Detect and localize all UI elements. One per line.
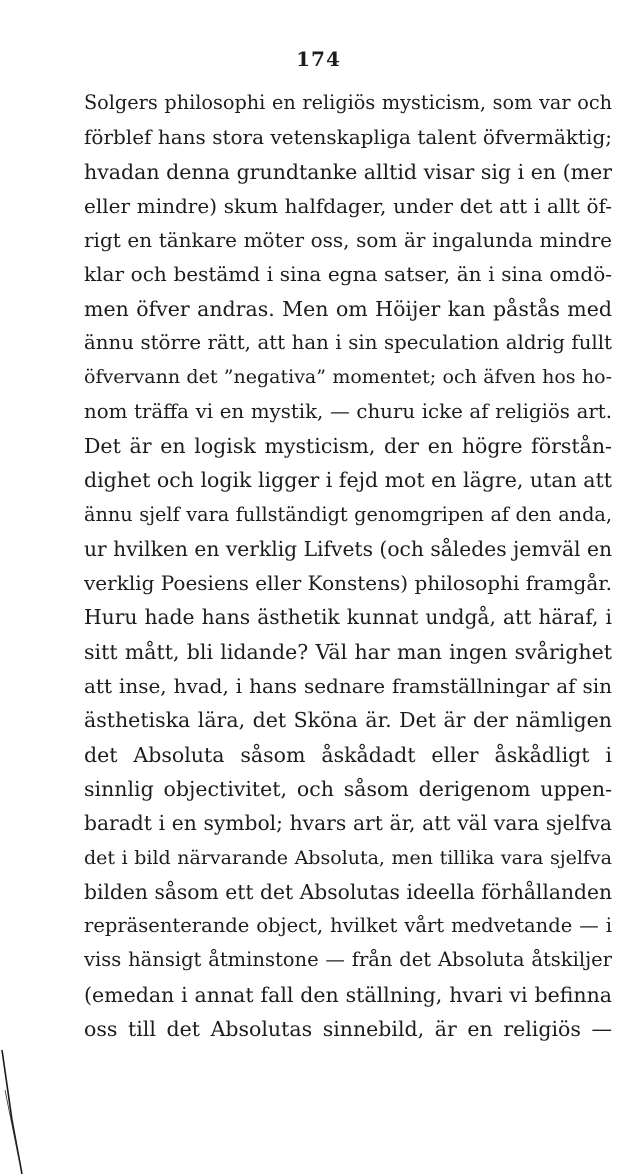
text-line: nom träffa vi en mystik, — churu icke af religiös art. xyxy=(84,399,612,423)
text-line: öfvervann det ”negativa” momentet; och äfven hos ho- xyxy=(84,366,612,389)
text-line: eller mindre) skum halfdager, under det att i allt öf- xyxy=(84,193,612,218)
page-number: 174 xyxy=(296,47,341,71)
text-line: sinnlig objectivitet, och såsom derigenom uppen- xyxy=(84,776,612,801)
margin-stroke-mark xyxy=(0,1050,40,1174)
text-line: dighet och logik ligger i fejd mot en lägre, utan att xyxy=(84,468,612,493)
text-line: baradt i en symbol; hvars art är, att väl vara sjelfva xyxy=(84,811,612,836)
text-line: (emedan i annat fall den ställning, hvari vi befinna xyxy=(84,982,612,1007)
text-line: ännu sjelf vara fullständigt genomgripen af den anda, xyxy=(84,502,612,526)
text-line: Huru hade hans ästhetik kunnat undgå, att häraf, i xyxy=(84,605,612,630)
text-line: verklig Poesiens eller Konstens) philosophi framgår. xyxy=(84,571,612,596)
text-line: ästhetiska lära, det Sköna är. Det är der nämligen xyxy=(84,708,612,733)
text-line: bilden såsom ett det Absolutas ideella förhållanden xyxy=(84,879,612,904)
text-line: att inse, hvad, i hans sednare framställningar af sin xyxy=(84,674,612,699)
text-line: det Absoluta såsom åskådadt eller åskådligt i xyxy=(84,742,612,767)
text-line: sitt mått, bli lidande? Väl har man ingen svårighet xyxy=(84,639,612,664)
text-line: men öfver andras. Men om Höijer kan påstås med xyxy=(84,296,612,321)
text-line: ännu större rätt, att han i sin speculation aldrig fullt xyxy=(84,331,612,355)
text-line: hvadan denna grundtanke alltid visar sig i en (mer xyxy=(84,159,612,184)
text-line: rigt en tänkare möter oss, som är ingalunda mindre xyxy=(84,228,612,253)
text-line: oss till det Absolutas sinnebild, är en religiös — xyxy=(84,1017,612,1042)
text-line: klar och bestämd i sina egna satser, än i sina omdö- xyxy=(84,262,612,287)
text-line: Solgers philosophi en religiös mysticism, som var och xyxy=(84,91,612,114)
text-line: det i bild närvarande Absoluta, men tillika vara sjelfva xyxy=(84,846,612,869)
text-line: ur hvilken en verklig Lifvets (och således jemväl en xyxy=(84,536,612,561)
body-text xyxy=(84,86,612,1046)
text-line: repräsenterande object, hvilket vårt medvetande — i xyxy=(84,914,612,938)
text-line: förblef hans stora vetenskapliga talent öfvermäktig; xyxy=(84,125,612,150)
text-line: Det är en logisk mysticism, der en högre förstån- xyxy=(84,433,612,458)
text-line: viss hänsigt åtminstone — från det Absoluta åtskiljer xyxy=(84,948,612,972)
